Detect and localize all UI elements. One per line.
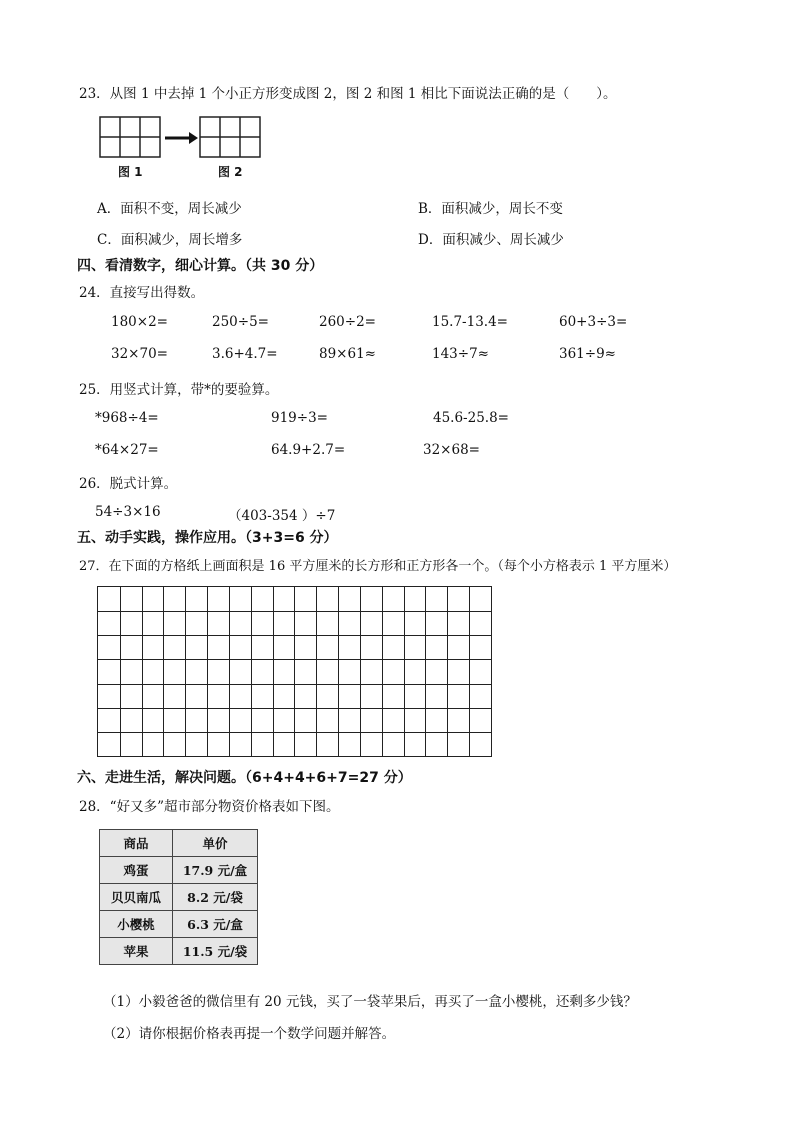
grid-cell[interactable]: [207, 732, 230, 757]
q23-text: 23．从图 1 中去掉 1 个小正方形变成图 2，图 2 和图 1 相比下面说法正确的是（ ）。: [79, 86, 617, 102]
grid-cell[interactable]: [382, 587, 405, 612]
q28-sub-1: （1）小毅爸爸的微信里有 20 元钱，买了一袋苹果后，再买了一盒小樱桃，还剩多少钱？: [103, 994, 637, 1010]
grid-cell[interactable]: [295, 684, 318, 709]
grid-cell[interactable]: [273, 587, 296, 612]
table-row: [100, 857, 258, 884]
grid-cell[interactable]: [426, 732, 449, 757]
table-cell: 8.2 元/袋: [173, 884, 258, 911]
grid-cell[interactable]: [229, 611, 252, 636]
grid-cell[interactable]: [229, 732, 252, 757]
grid-cell[interactable]: [185, 708, 208, 733]
grid-cell[interactable]: [404, 732, 427, 757]
q25-item: 45.6-25.8=: [433, 410, 509, 426]
table-header: 单价: [173, 830, 258, 857]
grid-cell[interactable]: [447, 659, 470, 684]
table-row: [100, 938, 258, 965]
figure-2-label: 图 2: [218, 165, 243, 179]
grid-cell[interactable]: [142, 684, 165, 709]
grid-cell[interactable]: [382, 635, 405, 660]
q24-item: 89×61≈: [319, 346, 376, 362]
q25-item: 64.9+2.7=: [271, 442, 346, 458]
grid-cell[interactable]: [229, 659, 252, 684]
grid-cell[interactable]: [338, 635, 361, 660]
grid-cell[interactable]: [273, 659, 296, 684]
q23-figure: [99, 116, 269, 160]
table-cell: 6.3 元/盒: [173, 911, 258, 938]
grid-cell[interactable]: [164, 635, 187, 660]
figure-1: [100, 117, 160, 157]
grid-cell[interactable]: [251, 587, 274, 612]
grid-cell[interactable]: [251, 635, 274, 660]
grid-cell[interactable]: [164, 659, 187, 684]
grid-cell[interactable]: [120, 708, 143, 733]
grid-cell[interactable]: [164, 684, 187, 709]
grid-cell[interactable]: [142, 635, 165, 660]
grid-cell[interactable]: [469, 587, 492, 612]
grid-cell[interactable]: [404, 611, 427, 636]
q27-text: 27．在下面的方格纸上画面积是 16 平方厘米的长方形和正方形各一个。（每个小方格表示 1 平方厘米）: [79, 559, 677, 574]
grid-cell[interactable]: [295, 587, 318, 612]
grid-cell[interactable]: [382, 684, 405, 709]
q26-item: 54÷3×16: [95, 504, 161, 520]
grid-cell[interactable]: [360, 659, 383, 684]
price-table: [99, 829, 258, 965]
grid-cell[interactable]: [469, 684, 492, 709]
grid-cell[interactable]: [316, 732, 339, 757]
grid-cell[interactable]: [229, 684, 252, 709]
grid-cell[interactable]: [382, 732, 405, 757]
grid-cell[interactable]: [120, 635, 143, 660]
grid-cell[interactable]: [120, 684, 143, 709]
grid-cell[interactable]: [382, 659, 405, 684]
grid-cell[interactable]: [185, 587, 208, 612]
grid-cell[interactable]: [360, 611, 383, 636]
grid-cell[interactable]: [360, 635, 383, 660]
q24-item: 260÷2=: [319, 314, 376, 330]
grid-cell[interactable]: [273, 708, 296, 733]
grid-cell[interactable]: [338, 732, 361, 757]
grid-cell[interactable]: [404, 659, 427, 684]
grid-cell[interactable]: [164, 732, 187, 757]
grid-cell[interactable]: [273, 684, 296, 709]
q25-item: 32×68=: [423, 442, 480, 458]
grid-cell[interactable]: [360, 732, 383, 757]
q28-text: 28．“好又多”超市部分物资价格表如下图。: [79, 799, 340, 815]
grid-cell[interactable]: [251, 708, 274, 733]
grid-cell[interactable]: [207, 611, 230, 636]
q24-item: 15.7-13.4=: [432, 314, 508, 330]
grid-cell[interactable]: [185, 635, 208, 660]
grid-cell[interactable]: [120, 611, 143, 636]
grid-cell[interactable]: [316, 708, 339, 733]
grid-cell[interactable]: [273, 732, 296, 757]
grid-cell[interactable]: [469, 635, 492, 660]
grid-cell[interactable]: [98, 611, 121, 636]
q24-item: 143÷7≈: [432, 346, 489, 362]
grid-cell[interactable]: [295, 708, 318, 733]
grid-cell[interactable]: [98, 587, 121, 612]
q25-item: 919÷3=: [271, 410, 328, 426]
grid-cell[interactable]: [360, 708, 383, 733]
table-cell: 17.9 元/盒: [173, 857, 258, 884]
grid-cell[interactable]: [338, 611, 361, 636]
section-5-title: 五、动手实践，操作应用。（3+3=6 分）: [77, 530, 338, 546]
grid-cell[interactable]: [207, 587, 230, 612]
table-row: [100, 884, 258, 911]
grid-cell[interactable]: [185, 611, 208, 636]
q23-option-a[interactable]: A．面积不变，周长减少: [97, 201, 242, 217]
grid-cell[interactable]: [360, 684, 383, 709]
table-row: [100, 911, 258, 938]
q23-option-d[interactable]: D．面积减少、周长减少: [418, 232, 564, 248]
grid-cell[interactable]: [142, 732, 165, 757]
grid-cell[interactable]: [185, 684, 208, 709]
grid-cell[interactable]: [273, 611, 296, 636]
section-4-title: 四、看清数字，细心计算。（共 30 分）: [77, 258, 324, 274]
grid-cell[interactable]: [447, 611, 470, 636]
grid-cell[interactable]: [447, 684, 470, 709]
grid-cell[interactable]: [426, 587, 449, 612]
grid-cell[interactable]: [142, 659, 165, 684]
figure-2: [200, 117, 260, 157]
grid-cell[interactable]: [185, 659, 208, 684]
q24-item: 3.6+4.7=: [212, 346, 278, 362]
grid-cell[interactable]: [338, 659, 361, 684]
q23-option-c[interactable]: C．面积减少，周长增多: [97, 232, 243, 248]
grid-cell[interactable]: [426, 659, 449, 684]
grid-cell[interactable]: [469, 732, 492, 757]
grid-cell[interactable]: [447, 708, 470, 733]
grid-cell[interactable]: [316, 611, 339, 636]
grid-cell[interactable]: [338, 587, 361, 612]
q24-item: 250÷5=: [212, 314, 269, 330]
grid-cell[interactable]: [295, 611, 318, 636]
grid-cell[interactable]: [447, 587, 470, 612]
arrow-right-icon: [165, 132, 198, 144]
grid-cell[interactable]: [229, 635, 252, 660]
grid-cell[interactable]: [338, 684, 361, 709]
grid-cell[interactable]: [164, 708, 187, 733]
grid-cell[interactable]: [142, 587, 165, 612]
grid-cell[interactable]: [98, 684, 121, 709]
grid-cell[interactable]: [229, 587, 252, 612]
grid-cell[interactable]: [404, 708, 427, 733]
grid-cell[interactable]: [164, 587, 187, 612]
q28-sub-2: （2）请你根据价格表再提一个数学问题并解答。: [103, 1026, 396, 1042]
grid-paper[interactable]: [97, 586, 492, 757]
grid-cell[interactable]: [426, 708, 449, 733]
table-cell: 贝贝南瓜: [100, 884, 173, 911]
grid-cell[interactable]: [142, 708, 165, 733]
q24-item: 32×70=: [111, 346, 168, 362]
section-6-title: 六、走进生活，解决问题。（6+4+4+6+7=27 分）: [77, 770, 412, 786]
grid-cell[interactable]: [447, 732, 470, 757]
grid-cell[interactable]: [360, 587, 383, 612]
grid-cell[interactable]: [164, 611, 187, 636]
grid-cell[interactable]: [404, 635, 427, 660]
grid-cell[interactable]: [469, 659, 492, 684]
table-cell: 鸡蛋: [100, 857, 173, 884]
grid-cell[interactable]: [98, 732, 121, 757]
grid-cell[interactable]: [185, 732, 208, 757]
grid-cell[interactable]: [120, 732, 143, 757]
q26-item: （403-354 ）÷7: [228, 508, 336, 524]
grid-cell[interactable]: [295, 635, 318, 660]
grid-cell[interactable]: [426, 611, 449, 636]
grid-cell[interactable]: [469, 708, 492, 733]
table-cell: 苹果: [100, 938, 173, 965]
grid-cell[interactable]: [404, 587, 427, 612]
grid-cell[interactable]: [207, 635, 230, 660]
q24-item: 60+3÷3=: [559, 314, 628, 330]
table-cell: 小樱桃: [100, 911, 173, 938]
grid-cell[interactable]: [382, 611, 405, 636]
grid-cell[interactable]: [207, 684, 230, 709]
table-header: 商品: [100, 830, 173, 857]
grid-cell[interactable]: [316, 659, 339, 684]
grid-cell[interactable]: [120, 587, 143, 612]
grid-cell[interactable]: [316, 684, 339, 709]
grid-cell[interactable]: [142, 611, 165, 636]
grid-cell[interactable]: [98, 708, 121, 733]
grid-cell[interactable]: [426, 684, 449, 709]
q24-text: 24．直接写出得数。: [79, 285, 205, 301]
q26-text: 26．脱式计算。: [79, 476, 178, 492]
grid-cell[interactable]: [426, 635, 449, 660]
q23-option-b[interactable]: B．面积减少，周长不变: [418, 201, 563, 217]
grid-cell[interactable]: [207, 708, 230, 733]
grid-cell[interactable]: [469, 611, 492, 636]
grid-cell[interactable]: [447, 635, 470, 660]
grid-cell[interactable]: [382, 708, 405, 733]
grid-cell[interactable]: [251, 732, 274, 757]
grid-cell[interactable]: [295, 659, 318, 684]
q25-text: 25．用竖式计算，带*的要验算。: [79, 382, 279, 398]
grid-cell[interactable]: [338, 708, 361, 733]
q24-item: 180×2=: [111, 314, 168, 330]
grid-cell[interactable]: [316, 635, 339, 660]
grid-cell[interactable]: [229, 708, 252, 733]
grid-cell[interactable]: [295, 732, 318, 757]
table-cell: 11.5 元/袋: [173, 938, 258, 965]
q24-item: 361÷9≈: [559, 346, 616, 362]
grid-cell[interactable]: [404, 684, 427, 709]
grid-cell[interactable]: [120, 659, 143, 684]
q25-item: *64×27=: [95, 442, 159, 458]
grid-cell[interactable]: [251, 684, 274, 709]
grid-cell[interactable]: [251, 659, 274, 684]
grid-cell[interactable]: [98, 635, 121, 660]
grid-cell[interactable]: [316, 587, 339, 612]
grid-cell[interactable]: [251, 611, 274, 636]
grid-cell[interactable]: [207, 659, 230, 684]
figure-1-label: 图 1: [118, 165, 143, 179]
grid-cell[interactable]: [98, 659, 121, 684]
table-header-row: [100, 830, 258, 857]
grid-cell[interactable]: [273, 635, 296, 660]
q25-item: *968÷4=: [95, 410, 159, 426]
